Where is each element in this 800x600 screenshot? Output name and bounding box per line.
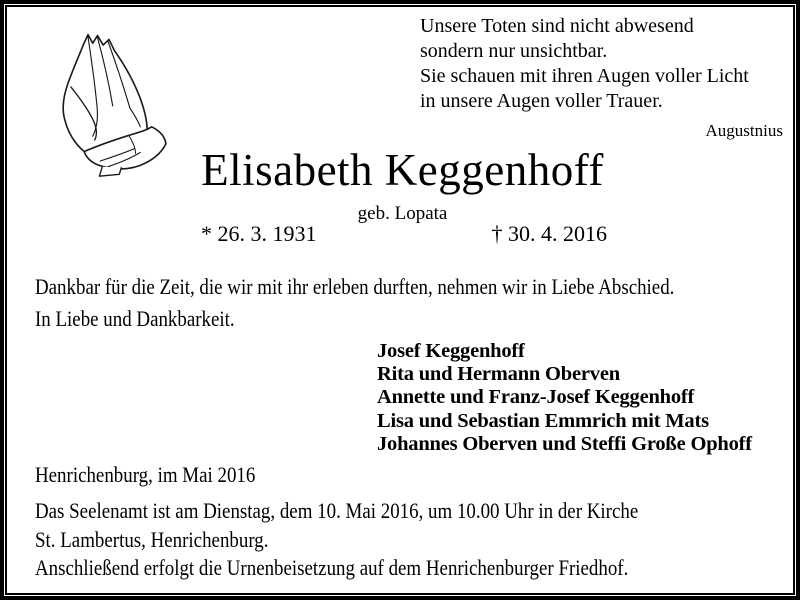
service-line: Das Seelenamt ist am Dienstag, dem 10. Mai 2016, um 10.00 Uhr in der Kirche bbox=[35, 498, 639, 523]
death-date: † 30. 4. 2016 bbox=[491, 221, 607, 246]
quote-line: sondern nur unsichtbar. bbox=[420, 40, 608, 62]
intro-text: Dankbar für die Zeit, die wir mit ihr erleben durften, nehmen wir in Liebe Abschied. bbox=[35, 274, 675, 299]
mourner-name: Lisa und Sebastian Emmrich mit Mats bbox=[377, 409, 709, 432]
mourner-name: Johannes Oberven und Steffi Große Ophoff bbox=[377, 432, 752, 455]
closing-text: In Liebe und Dankbarkeit. bbox=[35, 306, 235, 331]
service-info bbox=[35, 496, 638, 554]
service-line: St. Lambertus, Henrichenburg. bbox=[35, 527, 269, 552]
maiden-name: geb. Lopata bbox=[357, 203, 448, 224]
mourner-name: Rita und Hermann Oberven bbox=[377, 363, 620, 386]
place-date: Henrichenburg, im Mai 2016 bbox=[35, 462, 256, 487]
mourner-name: Josef Keggenhoff bbox=[377, 340, 525, 362]
life-dates bbox=[201, 221, 607, 247]
burial-info: Anschließend erfolgt die Urnenbeisetzung auf dem Henrichenburger Friedhof. bbox=[35, 555, 629, 580]
birth-date: * 26. 3. 1931 bbox=[201, 221, 317, 246]
quote-line: Unsere Toten sind nicht abwesend bbox=[420, 15, 694, 37]
quote-line: in unsere Augen voller Trauer. bbox=[420, 90, 663, 112]
praying-hands-icon bbox=[44, 28, 170, 180]
mourner-name: Annette und Franz-Josef Keggenhoff bbox=[377, 386, 695, 409]
mourners-list bbox=[377, 340, 752, 456]
quote-line: Sie schauen mit ihren Augen voller Licht bbox=[420, 65, 749, 87]
memorial-quote bbox=[420, 14, 783, 143]
quote-attribution: Augustnius bbox=[705, 121, 783, 140]
deceased-name: Elisabeth Keggenhoff bbox=[201, 145, 604, 195]
